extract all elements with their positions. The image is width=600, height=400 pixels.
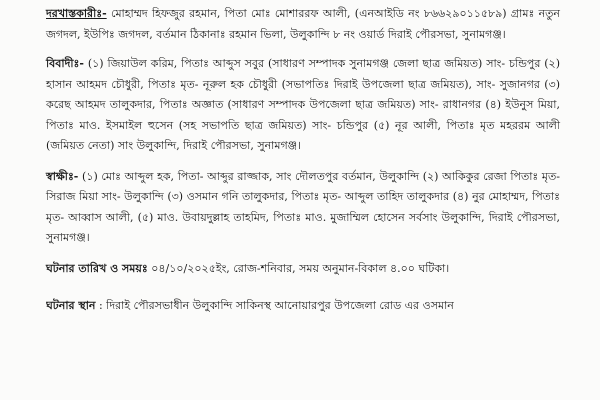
incident-datetime-paragraph (46, 259, 560, 280)
defendants-text: (১) জিয়াউল করিম, পিতাঃ আব্দুস সবুর (সাধারণ সম্পাদক সুনামগঞ্জ জেলা ছাত্র জমিয়ত) সাং- চন্ডিপুর (২) হাসান আহমদ চৌধুরী, পিতাঃ মৃত- নূরুল হক চৌধুরী (সভাপতিঃ দিরাই উপজেলা ছাত্র জমিয়ত), সাং- সুজানগর (৩) করেছ আহমদ তালুকদার, পিতাঃ অজ্ঞাত (সাধারণ সম্পাদক উপজেলা ছাত্র জমিয়ত) সাং- রাধানগর (৪) ইউনুস মিয়া, পিতাঃ মাও. ইসমাইল হুসেন (সহ সভাপতি ছাত্র জমিয়ত) সাং- চন্ডিপুর (৫) নূর আলী, পিতাঃ মৃত মহররম আলী (জমিয়ত নেতা) সাং উলুকান্দি, দিরাই পৌরসভা, সুনামগঞ্জ। (46, 57, 560, 152)
witnesses-label: স্বাক্ষীঃ- (46, 169, 79, 183)
incident-datetime-label: ঘটনার তারিখ ও সময়ঃ (46, 261, 148, 275)
incident-place-paragraph (46, 296, 560, 317)
complainant-paragraph (46, 4, 560, 45)
witnesses-paragraph (46, 167, 560, 249)
defendants-label: বিবাদীঃ- (46, 57, 84, 70)
defendants-paragraph (46, 54, 560, 157)
incident-place-text: : দিরাই পৌরসভাধীন উলুকান্দি সাকিনস্থ আনোয়ারপুর উপজেলা রোড এর ওসমান (98, 299, 454, 312)
witnesses-text: (১) মোঃ আব্দুল হক, পিতা- আব্দুর রাজ্জাক, সাং দৌলতপুর বর্তমান, উলুকান্দি (২) আকিকুর রেজা পিতাঃ মৃত- সিরাজ মিয়া সাং- উলুকান্দি (৩) ওসমান গনি তালুকদার, পিতাঃ মৃত- আব্দুল তাহিদ তালুকদার (৪) নুর মোহাম্মদ, পিতাঃ মৃত- আব্বাস আলী, (৫) মাও. উবায়দুল্লাহ তাহমিদ, পিতাঃ মাও. মুজাম্মিল হোসেন সর্বসাং উলুকান্দি, দিরাই পৌরসভা, সুনামগঞ্জ। (46, 169, 560, 244)
incident-datetime-text: ০৪/১০/২০২৫ইং, রোজ-শনিবার, সময় অনুমান-বিকাল ৪.০০ ঘটিকা। (151, 261, 450, 275)
complainant-text: মোহাম্মদ হিফজুর রহমান, পিতা মোঃ মোশাররফ আলী, (এনআইডি নং ৮৬৬২৯০১১৫৮৯) গ্রামঃ নতুন জগদল, ইউপিঃ জগদল, বর্তমান ঠিকানাঃ রহমান ভিলা, উলুকান্দি ৮ নং ওয়ার্ড দিরাই পৌরসভা, সুনামগঞ্জ। (46, 7, 560, 41)
complainant-label: দরখাস্তকারীঃ- (46, 7, 107, 20)
incident-place-label: ঘটনার স্থান (46, 299, 96, 312)
